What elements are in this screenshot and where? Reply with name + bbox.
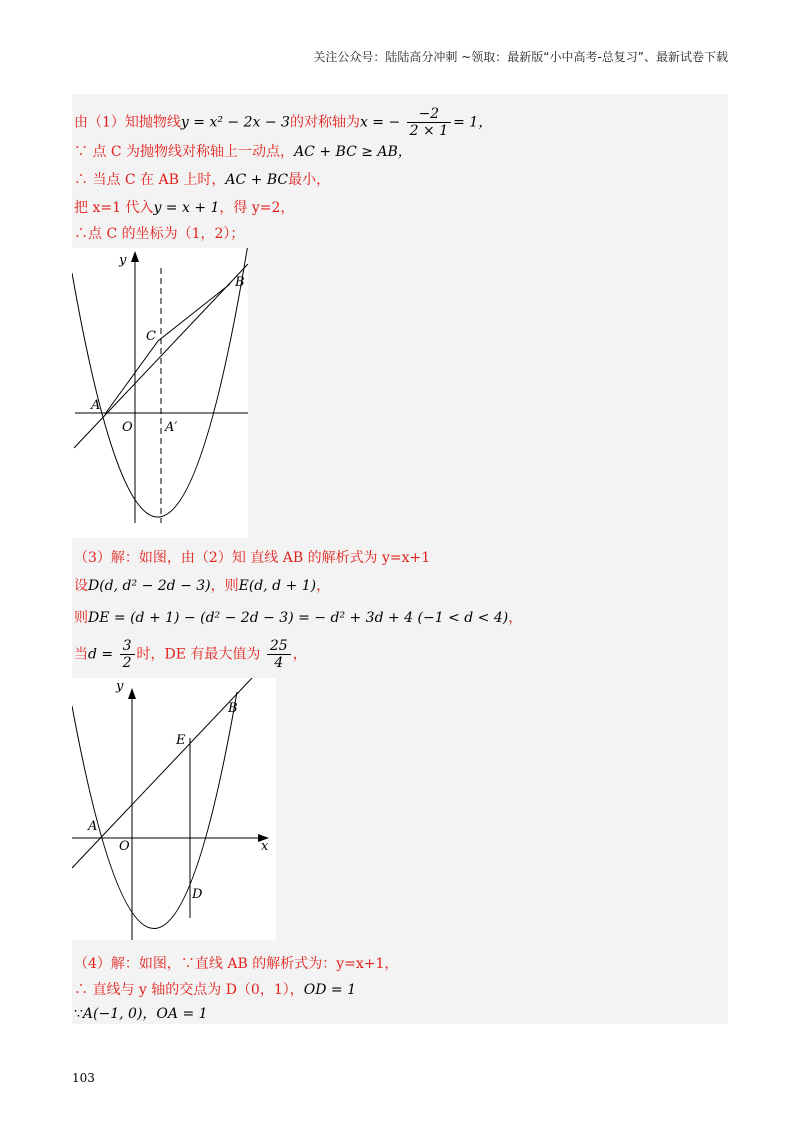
equation: A(−1, 0)，OA = 1: [82, 1006, 208, 1022]
label-d: D: [192, 887, 203, 902]
equation: D(d, d² − 2d − 3): [88, 578, 211, 594]
label-a: A: [88, 819, 98, 834]
label-o: O: [119, 839, 130, 854]
part2-line4: [74, 198, 294, 218]
part3-line3: [74, 608, 522, 628]
parabola: [72, 692, 237, 929]
text: 当: [74, 646, 88, 663]
text: ，: [508, 610, 523, 626]
text: ，: [316, 578, 331, 594]
label-a: A: [91, 398, 101, 413]
equation: y = x² − 2x − 3: [180, 114, 290, 131]
text: （4）解：如图，∵直线 AB 的解析式为：y=x+1，: [74, 956, 399, 972]
denominator: 4: [274, 655, 284, 671]
figure-2: [72, 678, 276, 940]
numerator: −2: [407, 106, 451, 123]
fraction: [407, 106, 451, 139]
y-axis-arrow: [131, 251, 139, 262]
part2-line1: [74, 106, 492, 139]
text: ∴点 C 的坐标为（1，2）；: [74, 226, 245, 242]
text: 的对称轴为: [289, 114, 360, 131]
numerator: 25: [267, 638, 291, 655]
fraction: [267, 638, 291, 671]
part4-line2: [74, 980, 356, 1000]
solution-panel: [72, 94, 728, 1024]
text: 把 x=1 代入: [74, 200, 154, 216]
text: ∵ 点 C 为抛物线对称轴上一动点，: [74, 144, 295, 160]
text: ∴ 当点 C 在 AB 上时，: [74, 172, 226, 188]
denominator: 2: [122, 655, 132, 671]
equation: AC + BC: [225, 172, 289, 188]
text: ，: [292, 646, 307, 663]
part2-line3: [74, 170, 330, 190]
label-y: y: [116, 679, 124, 694]
part2-line2: [74, 142, 412, 162]
equation: = 1，: [453, 114, 493, 131]
label-y: y: [119, 253, 127, 268]
equation: x = −: [359, 114, 401, 131]
label-b: B: [228, 701, 238, 716]
text: 时，DE 有最大值为: [136, 646, 261, 663]
label-b: B: [235, 275, 245, 290]
page-header: 关注公众号：陆陆高分冲刺 ~领取：最新版“小中高考-总复习”、最新试卷下载: [313, 50, 728, 64]
y-axis-arrow: [128, 688, 136, 699]
text: ，得 y=2，: [219, 200, 295, 216]
equation: y = x + 1: [153, 200, 220, 216]
text: 由（1）知抛物线: [74, 114, 181, 131]
text: （3）解：如图，由（2）知 直线 AB 的解析式为 y=x+1: [74, 550, 431, 566]
page-number: 103: [72, 1071, 95, 1085]
equation: OD = 1: [303, 982, 356, 998]
text: ∴ 直线与 y 轴的交点为 D（0，1），: [74, 982, 304, 998]
equation: DE = (d + 1) − (d² − 2d − 3) = − d² + 3d + 4 (−1 < d < 4): [88, 610, 509, 626]
text: 则: [74, 610, 88, 626]
part3-line2: [74, 576, 330, 596]
part3-line1: [74, 548, 430, 568]
fraction: [120, 638, 135, 671]
line-ab: [72, 678, 252, 868]
parabola: [72, 248, 248, 517]
figure-1-graph: [72, 248, 248, 538]
figure-2-graph: [72, 678, 276, 940]
label-e: E: [176, 733, 186, 748]
label-o: O: [122, 420, 133, 435]
label-c: C: [146, 329, 156, 344]
text: 设: [74, 578, 88, 594]
figure-1: [72, 248, 248, 538]
label-x: x: [261, 839, 269, 854]
part2-line5: [74, 224, 244, 244]
part3-line4: [74, 638, 307, 671]
equation: AC + BC ≥ AB，: [294, 144, 412, 160]
equation: E(d, d + 1): [238, 578, 317, 594]
text: ∵: [74, 1006, 83, 1022]
part4-line1: [74, 954, 398, 974]
text: 最小，: [288, 172, 331, 188]
label-a-prime: A′: [165, 420, 178, 435]
part4-line3: [74, 1004, 208, 1024]
numerator: 3: [120, 638, 135, 655]
text: ，则: [210, 578, 239, 594]
denominator: 2 × 1: [409, 123, 449, 139]
equation: d =: [88, 646, 114, 663]
